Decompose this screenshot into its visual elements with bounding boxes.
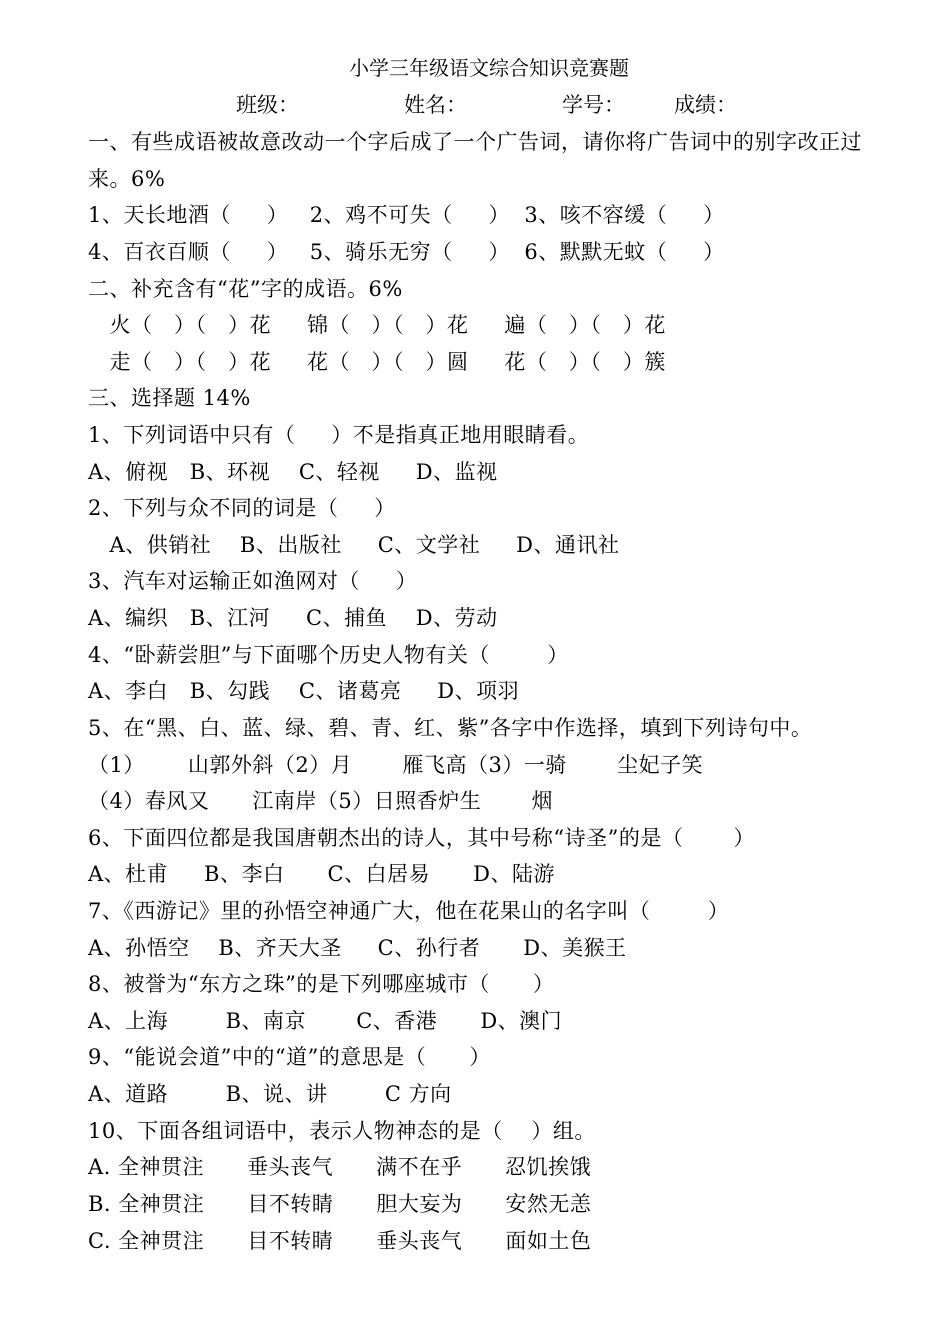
question-line: 4、百衣百顺（ ） 5、骑乐无穷（ ） 6、默默无蚊（ ）	[88, 240, 725, 264]
question-line: 1、天长地酒（ ） 2、鸡不可失（ ） 3、咳不容缓（ ）	[88, 203, 725, 227]
question-line: 火（ ）（ ）花 锦（ ）（ ）花 遍（ ）（ ）花	[88, 313, 666, 337]
section-2-heading: 二、补充含有“花”字的成语。6%	[88, 277, 403, 301]
option-line: A. 全神贯注 垂头丧气 满不在乎 忍饥挨饿	[88, 1155, 592, 1179]
option-line: A、俯视 B、环视 C、轻视 D、监视	[88, 460, 498, 484]
question-line: 10、下面各组词语中，表示人物神态的是（ ）组。	[88, 1119, 596, 1143]
option-line: B. 全神贯注 目不转睛 胆大妄为 安然无恙	[88, 1192, 592, 1216]
option-line: A、李白 B、勾践 C、诸葛亮 D、项羽	[88, 679, 520, 703]
option-line: A、编织 B、江河 C、捕鱼 D、劳动	[88, 606, 498, 630]
question-line: 2、下列与众不同的词是（ ）	[88, 496, 396, 520]
poem-line: （1） 山郭外斜（2）月 雁飞高（3）一骑 尘妃子笑	[88, 753, 704, 777]
class-label: 班级：	[236, 93, 299, 117]
question-line: 4、“卧薪尝胆”与下面哪个历史人物有关（ ）	[88, 643, 569, 667]
number-label: 学号：	[562, 93, 625, 117]
section-1-heading-cont: 来。6%	[88, 167, 166, 191]
section-3-heading: 三、选择题 14%	[88, 386, 251, 410]
poem-line: （4）春风又 江南岸（5）日照香炉生 烟	[88, 789, 553, 813]
option-line: A、道路 B、说、讲 C 方向	[88, 1082, 452, 1106]
option-line: A、孙悟空 B、齐天大圣 C、孙行者 D、美猴王	[88, 936, 627, 960]
page-title: 小学三年级语文综合知识竞赛题	[349, 56, 629, 80]
question-line: 6、下面四位都是我国唐朝杰出的诗人，其中号称“诗圣”的是（ ）	[88, 826, 756, 850]
option-line: C. 全神贯注 目不转睛 垂头丧气 面如土色	[88, 1229, 592, 1253]
section-1-heading: 一、有些成语被故意改动一个字后成了一个广告词，请你将广告词中的别字改正过	[88, 130, 862, 154]
question-line: 7、《西游记》里的孙悟空神通广大，他在花果山的名字叫（ ）	[88, 899, 730, 923]
question-line: 3、汽车对运输正如渔网对（ ）	[88, 569, 418, 593]
question-line: 1、下列词语中只有（ ）不是指真正地用眼睛看。	[88, 423, 590, 447]
question-line: 9、“能说会道”中的“道”的意思是（ ）	[88, 1045, 491, 1069]
question-line: 5、在“黑、白、蓝、绿、碧、青、红、紫”各字中作选择，填到下列诗句中。	[88, 716, 813, 740]
question-line: 8、被誉为“东方之珠”的是下列哪座城市（ ）	[88, 972, 555, 996]
option-line: A、杜甫 B、李白 C、白居易 D、陆游	[88, 862, 555, 886]
score-label: 成绩：	[674, 93, 737, 117]
question-line: 走（ ）（ ）花 花（ ）（ ）圆 花（ ）（ ）簇	[88, 350, 666, 374]
name-label: 姓名：	[404, 93, 467, 117]
option-line: A、上海 B、南京 C、香港 D、澳门	[88, 1009, 563, 1033]
option-line: A、供销社 B、出版社 C、文学社 D、通讯社	[88, 533, 620, 557]
